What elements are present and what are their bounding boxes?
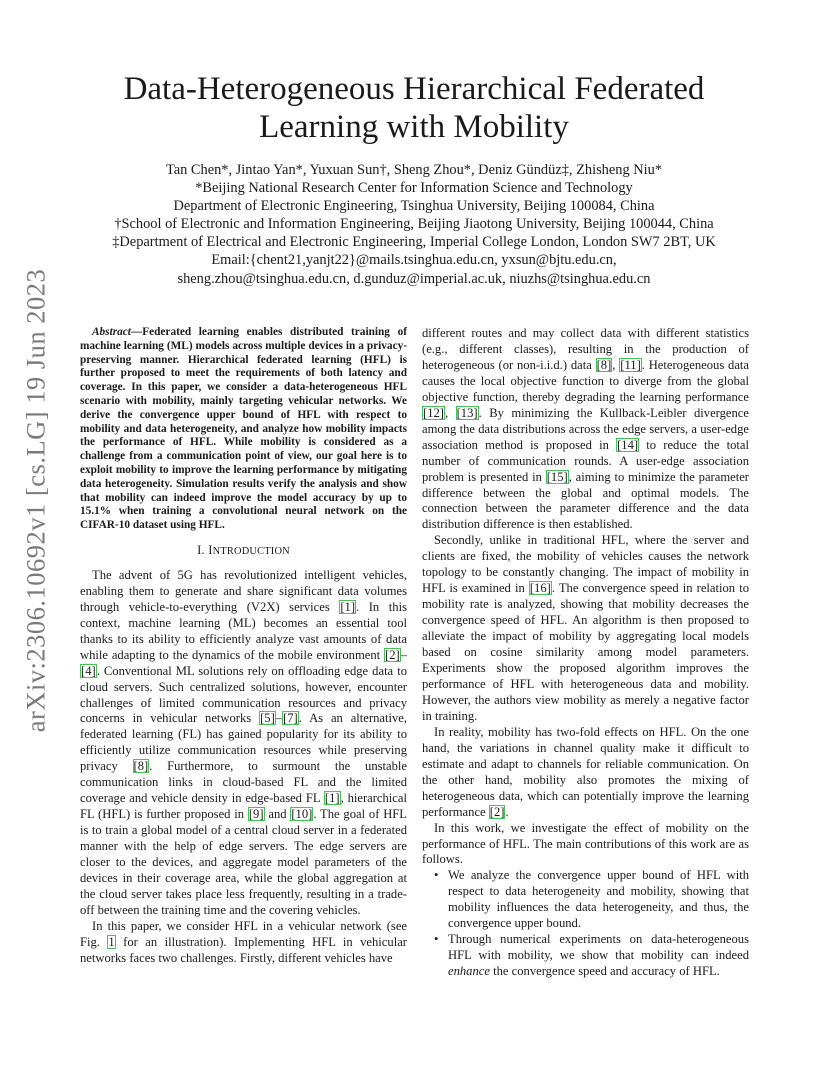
affiliation-line: ‡Department of Electrical and Electronic Engineering, Imperial College London, London SW7 2BT, UK	[112, 234, 716, 251]
paragraph: In reality, mobility has two-fold effects on HFL. On the one hand, the variations in channel quality make it difficult to estimate and adapt to channels for reliable communication. On the other hand, mobility also promotes the mixing of heterogeneous data, which can potentially improve the learning performance [2].	[422, 724, 749, 819]
citation-link[interactable]: [11]	[620, 357, 641, 372]
left-column	[80, 326, 407, 967]
authors-line: Tan Chen*, Jintao Yan*, Yuxuan Sun†, Sheng Zhou*, Deniz Gündüz‡, Zhisheng Niu*	[165, 162, 663, 178]
arxiv-stamp-text: arXiv:2306.10692v1 [cs.LG] 19 Jun 2023	[20, 268, 51, 732]
list-item: • We analyze the convergence upper bound of HFL with respect to data heterogeneity and mobility, showing that mobility influences the data heterogeneity, and thus, the convergence upper bound.	[448, 868, 749, 932]
paragraph: different routes and may collect data with different statistics (e.g., different classes), resulting in the production of heterogeneous (or non-i.i.d.) data [8], [11]. Heterogeneous data causes the local objective function to diverge from the global objective function, thereby degrading the learning performance [12], [13]. By minimizing the Kullback-Leibler divergence among the data distributions across the edge servers, a user-edge association method is proposed in [14] to reduce the total number of communication rounds. A user-edge association problem is presented in [15], aiming to minimize the parameter difference between the global and optimal models. The connection between the parameter difference and the data distribution difference is then established.	[422, 326, 750, 532]
abstract	[80, 326, 407, 533]
paragraph: In this work, we investigate the effect of mobility on the performance of HFL. The main contributions of this work are as follows.	[422, 820, 749, 867]
abstract-label: Abstract	[92, 326, 131, 338]
citation-link[interactable]: [8]	[596, 357, 612, 372]
affiliation-line: *Beijing National Research Center for Information Science and Technology	[195, 180, 633, 197]
abstract-text: —Federated learning enables distributed training of machine learning (ML) models across multiple devices in a privacy-preserving manner. Hierarchical federated learning (HFL) is further proposed to meet the requirements of both latency and coverage. In this paper, we consider a data-heterogeneous HFL scenario with mobility, mainly targeting vehicular networks. We derive the convergence upper bound of HFL with respect to mobility and data heterogeneity, and analyze how mobility impacts the performance of HFL. While mobility is considered as a challenge from a communication point of view, our goal here is to exploit mobility to improve the learning performance by mitigating data heterogeneity. Simulation results verify the analysis and show that mobility can indeed improve the model accuracy by up to 15.1% when training a convolutional neural network on the CIFAR-10 dataset using HFL.	[80, 326, 407, 532]
citation-link[interactable]: [12]	[423, 405, 444, 420]
citation-link[interactable]: [13]	[456, 405, 478, 420]
paper-title: Data-Heterogeneous Hierarchical Federated Learning with Mobility	[123, 71, 705, 145]
citation-link[interactable]: [1]	[324, 791, 340, 806]
contributions-list	[422, 868, 749, 980]
list-item: • Through numerical experiments on data-heterogeneous HFL with mobility, we show that mobility can indeed enhance the convergence speed and accuracy of HFL.	[448, 932, 749, 980]
citation-link[interactable]: [9]	[248, 807, 264, 822]
citation-link[interactable]: [7]	[283, 711, 298, 726]
email-line: sheng.zhou@tsinghua.edu.cn, d.gunduz@imperial.ac.uk, niuzhs@tsinghua.edu.cn	[177, 270, 651, 287]
citation-link[interactable]: [5]	[260, 711, 275, 726]
section-heading: I. INTRODUCTION	[197, 542, 290, 557]
citation-link[interactable]: [2]	[385, 647, 400, 662]
citation-link[interactable]: [2]	[489, 804, 505, 819]
citation-link[interactable]: [15]	[546, 469, 568, 484]
citation-link[interactable]: [8]	[133, 759, 149, 774]
citation-link[interactable]: [4]	[81, 663, 96, 678]
affiliation-line: †School of Electronic and Information Engineering, Beijing Jiaotong University, Beijing 100044, China	[114, 216, 714, 233]
affiliation-line: Department of Electronic Engineering, Tsinghua University, Beijing 100084, China	[173, 198, 655, 215]
paragraph: In this paper, we consider HFL in a vehicular network (see Fig. 1 for an illustration). Implementing HFL in vehicular networks faces two challenges. Firstly, different vehicles have	[80, 918, 407, 965]
figure-link[interactable]: 1	[108, 934, 115, 949]
paragraph: Secondly, unlike in traditional HFL, where the server and clients are fixed, the mobility of vehicles causes the network topology to be constantly changing. The impact of mobility in HFL is examined in [16]. The convergence speed in relation to mobility rate is analyzed, showing that mobility decreases the convergence speed of HFL. An algorithm is then proposed to alleviate the impact of mobility by aggregating local models based on cosine similarity among model parameters. Experiments show the proposed algorithm improves the performance of HFL with heterogeneous data and mobility. However, the authors view mobility as merely a negative factor in training.	[422, 533, 749, 723]
arxiv-identifier	[14, 268, 58, 732]
citation-link[interactable]: [1]	[340, 599, 356, 614]
citation-link[interactable]: [14]	[617, 437, 639, 452]
author-affiliations	[60, 161, 768, 288]
right-column	[422, 326, 749, 980]
citation-link[interactable]: [16]	[529, 581, 551, 596]
citation-link[interactable]: [10]	[291, 807, 313, 822]
paragraph: The advent of 5G has revolutionized intelligent vehicles, enabling them to generate and share significant data volumes through vehicle-to-everything (V2X) services [1]. In this context, machine learning (ML) becomes an essential tool thanks to its ability to efficiently analyze vast amounts of data while adapting to the dynamics of the mobile environment [2]–[4]. Conventional ML solutions rely on offloading edge data to cloud servers. Such centralized solutions, however, encounter challenges of limited communication resources and privacy concerns in vehicular networks [5]–[7]. As an alternative, federated learning (FL) has gained popularity for its ability to efficiently utilize communication resources while preserving privacy [8]. Furthermore, to surmount the unstable communication links in cloud-based FL and the limited coverage and vehicle density in edge-based FL [1], hierarchical FL (HFL) is further proposed in [9] and [10]. The goal of HFL is to train a global model of a central cloud server in a federated manner with the help of edge servers. The edge servers are closer to the devices, and aggregate model parameters of the devices in their coverage area, while the global aggregation at the cloud server takes place less frequently, resulting in a trade-off between the training time and the covering vehicles.	[80, 567, 408, 917]
email-line: Email:{chent21,yanjt22}@mails.tsinghua.edu.cn, yxsun@bjtu.edu.cn,	[211, 252, 617, 269]
